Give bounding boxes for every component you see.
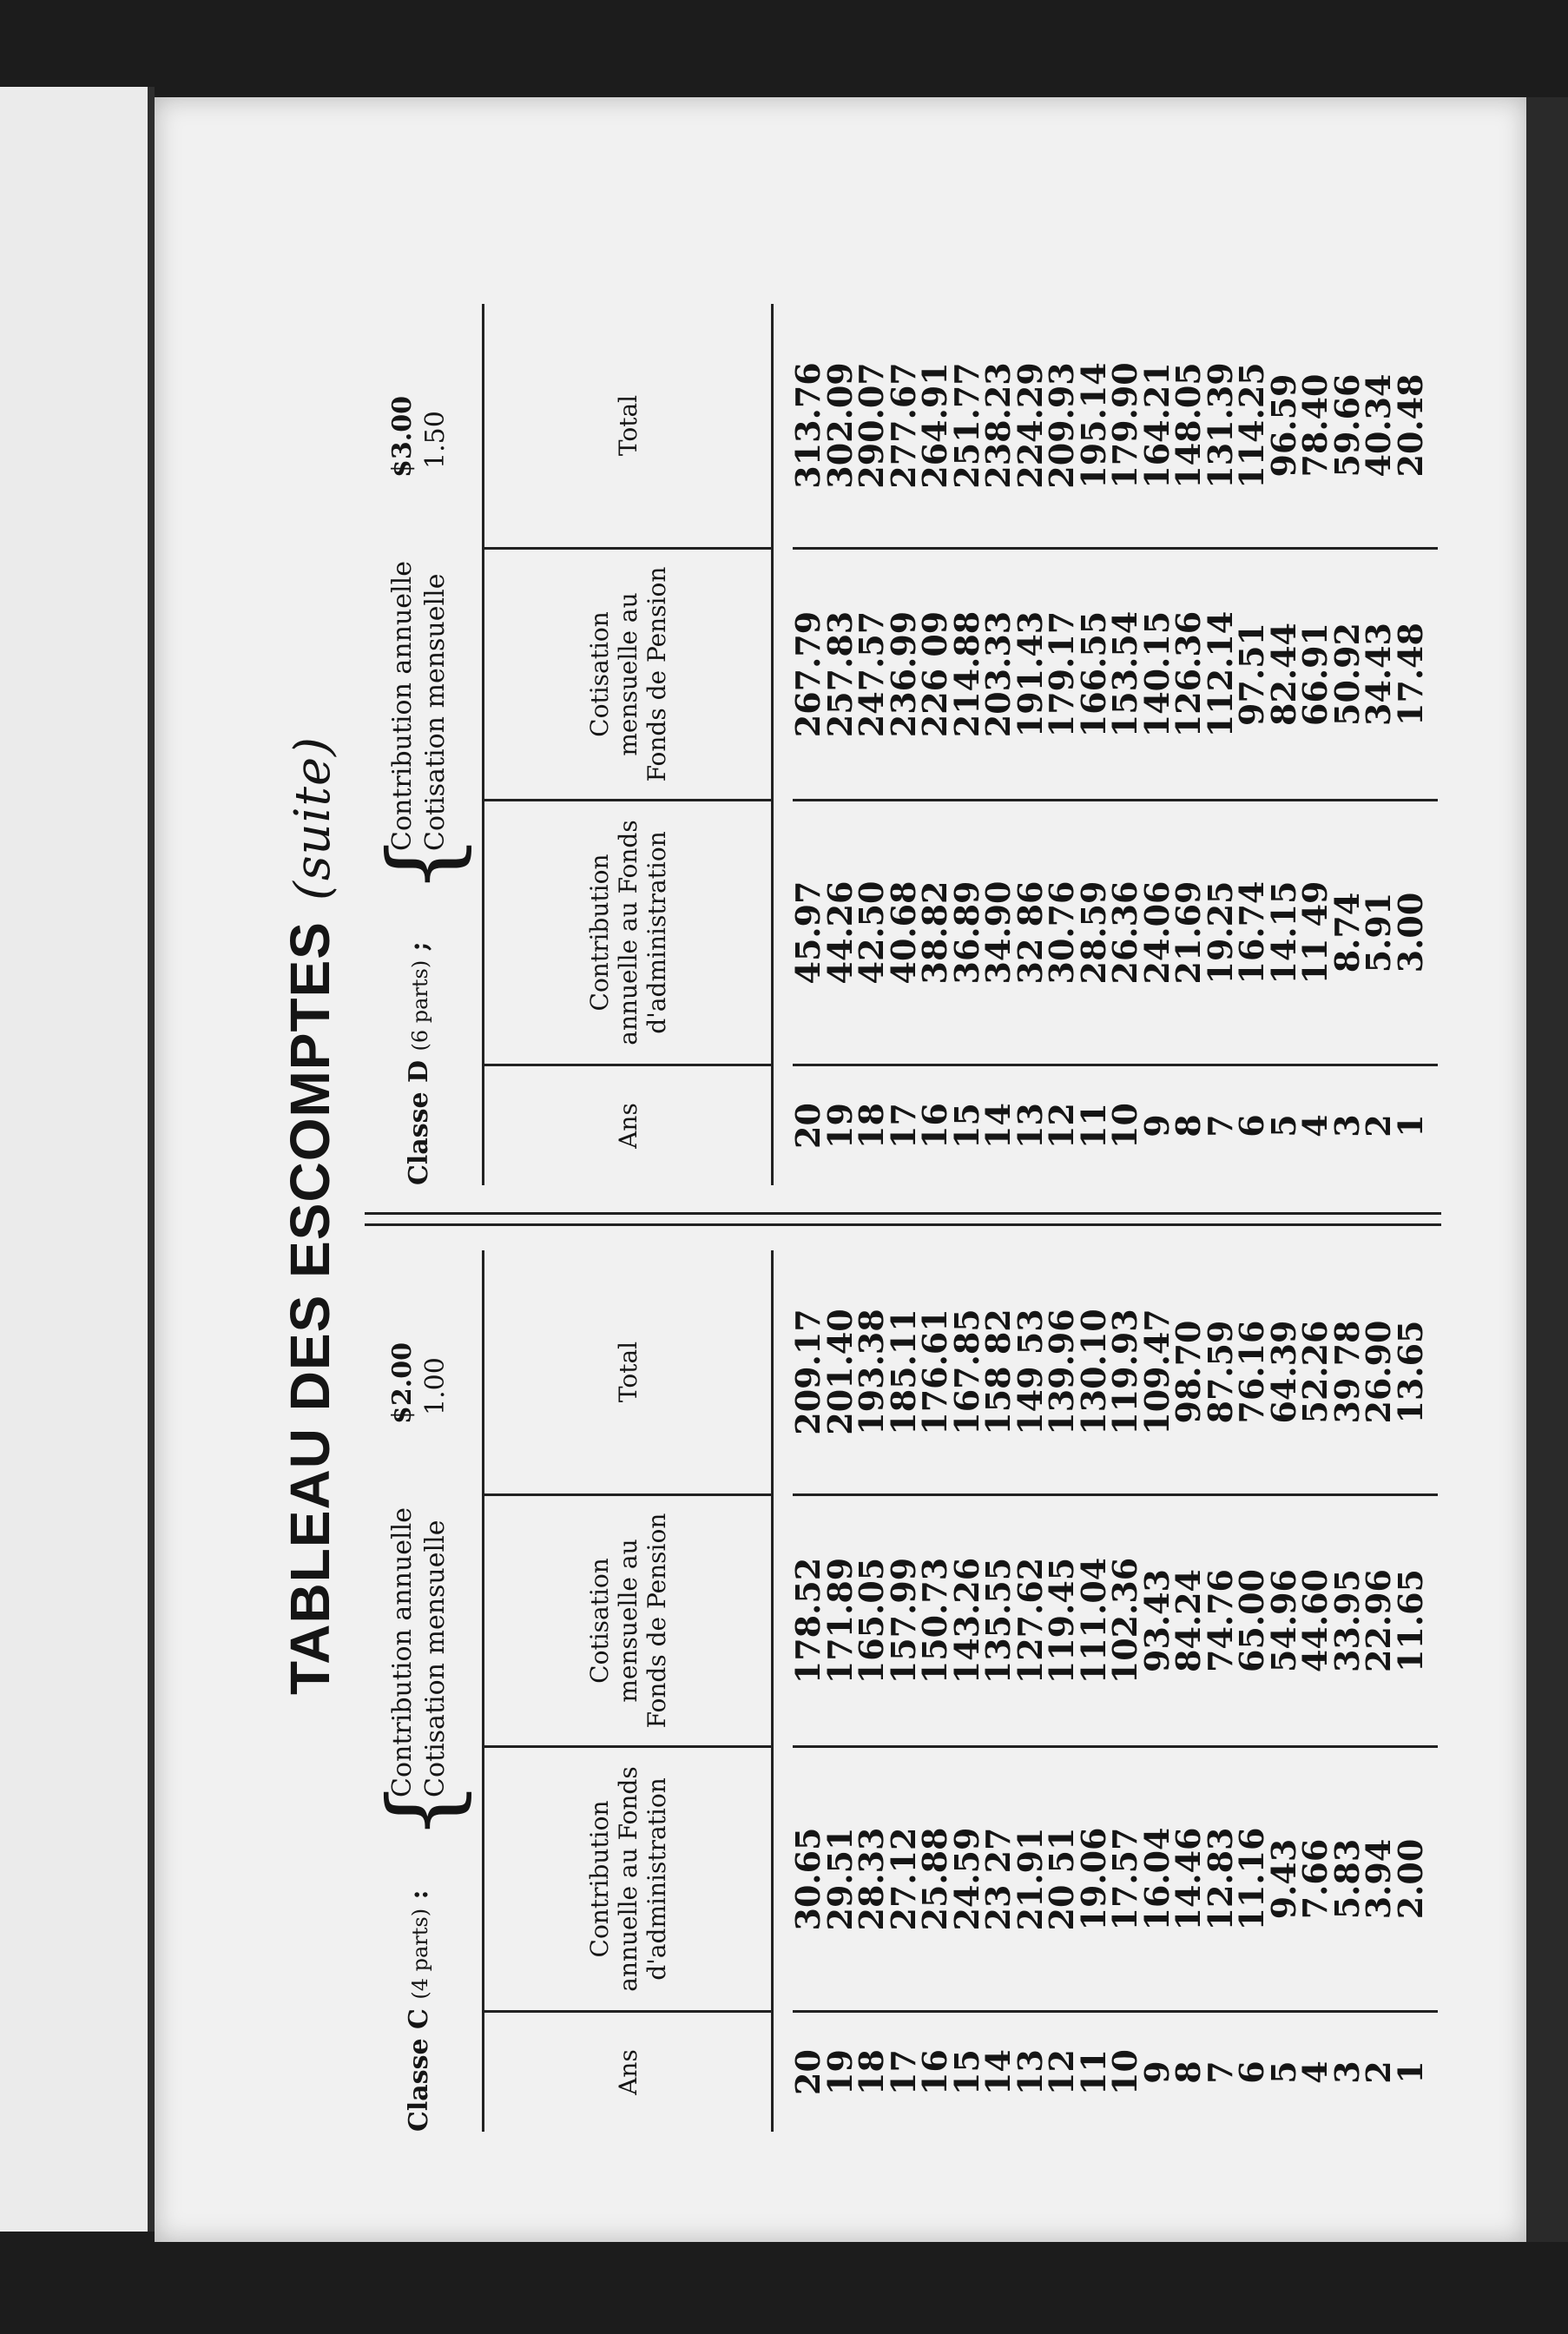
table-cell: 3 xyxy=(1327,1114,1367,1137)
column-header-total: Total xyxy=(613,1341,642,1403)
table-cell: 131.39 xyxy=(1200,362,1240,489)
column-ans xyxy=(788,2010,1438,2132)
table-cell: 3.00 xyxy=(1390,892,1430,973)
left-book-page xyxy=(0,87,155,2232)
brace-icon: { xyxy=(367,834,478,894)
table-cell: 12 xyxy=(1042,1103,1081,1149)
table-cell: 130.10 xyxy=(1073,1309,1113,1435)
table-cell: 290.07 xyxy=(852,362,891,489)
table-cell: 195.14 xyxy=(1073,362,1113,489)
table-cell: 165.05 xyxy=(852,1557,891,1685)
table-cell: 8 xyxy=(1169,2060,1208,2084)
column-total xyxy=(788,304,1438,547)
table-cell: 21.69 xyxy=(1169,880,1208,985)
table-cell: 5.91 xyxy=(1359,892,1398,973)
table-cell: 11.65 xyxy=(1390,1569,1430,1672)
table-cell: 44.26 xyxy=(820,880,860,985)
table-cell: 140.15 xyxy=(1136,610,1176,738)
table-cell: 26.36 xyxy=(1105,880,1144,985)
table-cell: 14.46 xyxy=(1169,1827,1208,1931)
table-cell: 158 82 xyxy=(978,1309,1018,1435)
table-cell: 5.83 xyxy=(1327,1838,1367,1920)
table-cell: 1 xyxy=(1390,1114,1430,1137)
contribution-rates xyxy=(386,1342,452,1797)
contrib-line-annual: Contribution annuelle xyxy=(387,1507,418,1797)
table-cell: 135.55 xyxy=(978,1557,1018,1685)
table-cell: 13.65 xyxy=(1390,1320,1430,1424)
table-cell: 4 xyxy=(1295,1114,1334,1137)
table-cell: 20 xyxy=(788,1103,827,1149)
table-cell: 29.51 xyxy=(820,1827,860,1931)
table-cell: 18 xyxy=(852,2049,891,2095)
page-title xyxy=(269,291,352,2140)
table-cell: 19 xyxy=(820,2049,860,2095)
table-cell: 11.16 xyxy=(1232,1827,1271,1931)
table-cell: 8 xyxy=(1169,1114,1208,1137)
table-cell: 247.57 xyxy=(852,610,891,738)
table-cell: 74.76 xyxy=(1200,1569,1240,1672)
table-cell: 16 xyxy=(915,2049,954,2095)
table-cell: 17 xyxy=(883,2049,923,2095)
column-ans xyxy=(788,1064,1438,1185)
column-header-contrib: Contribution annuelle au Fonds d'administration xyxy=(484,799,771,1064)
table-cell: 277.67 xyxy=(883,362,923,489)
table-cell: 78.40 xyxy=(1295,373,1334,478)
table-cell: 64.39 xyxy=(1263,1320,1303,1424)
table-cell: 9 xyxy=(1136,2060,1176,2084)
contrib-line-annual: Contribution annuelle xyxy=(387,561,418,851)
class-header xyxy=(369,304,484,1185)
table-cell: 28.59 xyxy=(1073,880,1113,985)
table-cell: 257.83 xyxy=(820,610,860,738)
table-cell: 12 xyxy=(1042,2049,1081,2095)
table-cell: 148.05 xyxy=(1169,362,1208,489)
table-cell: 209.17 xyxy=(788,1309,827,1435)
rotated-table-block xyxy=(269,291,1450,2140)
table-cell: 6 xyxy=(1232,1114,1271,1137)
column-headers xyxy=(484,1250,774,2132)
table-cell: 236.99 xyxy=(883,610,923,738)
column-cotis xyxy=(788,1493,1438,1745)
table-cell: 109.47 xyxy=(1136,1309,1176,1435)
table-cell: 14 xyxy=(978,2049,1018,2095)
table-cell: 201.40 xyxy=(820,1309,860,1435)
column-header-total: Total xyxy=(613,394,642,457)
table-cell: 127.62 xyxy=(1010,1557,1050,1685)
table-cell: 267.79 xyxy=(788,610,827,738)
table-cell: 5 xyxy=(1263,2060,1303,2084)
column-headers xyxy=(484,304,774,1185)
table-cell: 84.24 xyxy=(1169,1569,1208,1672)
table-cell: 139.96 xyxy=(1042,1309,1081,1435)
table-cell: 157.99 xyxy=(883,1557,923,1685)
table-cell: 93.43 xyxy=(1136,1569,1176,1672)
table-cell: 39 78 xyxy=(1327,1320,1367,1424)
table-cell: 22.96 xyxy=(1359,1569,1398,1672)
table-cell: 87.59 xyxy=(1200,1320,1240,1424)
table-cell: 6 xyxy=(1232,2060,1271,2084)
table-cell: 10 xyxy=(1105,1103,1144,1149)
column-header-cotis: Cotisation mensuelle au Fonds de Pension xyxy=(484,1493,771,1745)
table-cell: 4 xyxy=(1295,2060,1334,2084)
class-separator: ; xyxy=(404,941,434,952)
table-cell: 203.33 xyxy=(978,610,1018,738)
table-cell: 16 xyxy=(915,1103,954,1149)
table-cell: 176.61 xyxy=(915,1309,954,1435)
table-cell: 40.34 xyxy=(1359,373,1398,478)
table-cell: 149 53 xyxy=(1010,1309,1050,1435)
table-cell: 34.90 xyxy=(978,880,1018,985)
table-cell: 2 xyxy=(1359,1114,1398,1137)
table-cell: 34.43 xyxy=(1359,623,1398,726)
table-cell: 16.04 xyxy=(1136,1827,1176,1931)
table-cell: 15 xyxy=(946,1103,986,1149)
contribution-rates xyxy=(386,396,452,851)
table-cell: 16.74 xyxy=(1232,880,1271,985)
table-cell: 179.90 xyxy=(1105,362,1144,489)
table-cell: 164.21 xyxy=(1136,362,1176,489)
table-cell: 2 xyxy=(1359,2060,1398,2084)
table-cell: 11 xyxy=(1073,2049,1113,2095)
table-cell: 82.44 xyxy=(1263,623,1303,726)
class-d-table xyxy=(369,304,1433,1185)
brace-icon: { xyxy=(367,1780,478,1841)
table-cell: 59.66 xyxy=(1327,373,1367,478)
class-parts: (6 parts) xyxy=(408,959,432,1052)
table-cell: 7 xyxy=(1200,1114,1240,1137)
table-cell: 24.06 xyxy=(1136,880,1176,985)
table-cell: 18 xyxy=(852,1103,891,1149)
table-cell: 14 xyxy=(978,1103,1018,1149)
table-cell: 13 xyxy=(1010,1103,1050,1149)
table-cell: 313.76 xyxy=(788,362,827,489)
table-cell: 36.89 xyxy=(946,880,986,985)
class-c-table xyxy=(369,1250,1433,2132)
column-cotis xyxy=(788,547,1438,799)
class-label xyxy=(404,1889,434,2132)
table-cell: 9 xyxy=(1136,1114,1176,1137)
table-cell: 96.59 xyxy=(1263,373,1303,478)
contrib-line-monthly: Cotisation mensuelle xyxy=(420,573,451,851)
table-cell: 20 51 xyxy=(1042,1827,1081,1931)
table-cell: 11 xyxy=(1073,1103,1113,1149)
table-cell: 3 xyxy=(1327,2060,1367,2084)
column-contrib xyxy=(788,1745,1438,2010)
table-cell: 20 xyxy=(788,2049,827,2095)
class-name: Classe D xyxy=(404,1059,434,1185)
table-cell: 14.15 xyxy=(1263,880,1303,985)
column-contrib xyxy=(788,799,1438,1064)
table-cell: 42.50 xyxy=(852,880,891,985)
table-cell: 150.73 xyxy=(915,1557,954,1685)
table-cell: 119.93 xyxy=(1105,1309,1144,1435)
table-cell: 38.82 xyxy=(915,880,954,985)
table-cell: 191.43 xyxy=(1010,610,1050,738)
table-cell: 3.94 xyxy=(1359,1838,1398,1920)
column-header-ans: Ans xyxy=(484,1064,771,1185)
table-cell: 24.59 xyxy=(946,1827,986,1931)
table-cell: 10 xyxy=(1105,2049,1144,2095)
table-cell: 153.54 xyxy=(1105,610,1144,738)
table-cell: 167.85 xyxy=(946,1309,986,1435)
table-cell: 1 xyxy=(1390,2060,1430,2084)
table-cell: 251.77 xyxy=(946,362,986,489)
contrib-amount-annual: $2.00 xyxy=(387,1342,418,1424)
table-cell: 13 xyxy=(1010,2049,1050,2095)
table-cell: 5 xyxy=(1263,1114,1303,1137)
table-cell: 52.26 xyxy=(1295,1320,1334,1424)
table-cell: 19.25 xyxy=(1200,880,1240,985)
table-cell: 9.43 xyxy=(1263,1838,1303,1920)
column-header-ans: Ans xyxy=(484,2010,771,2132)
table-cell: 102.36 xyxy=(1105,1557,1144,1685)
table-cell: 224.29 xyxy=(1010,362,1050,489)
table-cell: 114.25 xyxy=(1232,362,1271,489)
table-cell: 76.16 xyxy=(1232,1320,1271,1424)
table-cell: 166.55 xyxy=(1073,610,1113,738)
page-edge-shadow xyxy=(1526,97,1568,2242)
class-label xyxy=(404,941,434,1185)
class-name: Classe C xyxy=(404,2008,434,2132)
table-cell: 30.65 xyxy=(788,1827,827,1931)
table-cell: 50.92 xyxy=(1327,623,1367,726)
table-cell: 20.48 xyxy=(1390,373,1430,478)
table-body xyxy=(774,1250,1438,2132)
table-cell: 54.96 xyxy=(1263,1569,1303,1672)
table-cell: 97.51 xyxy=(1232,623,1271,726)
class-parts: (4 parts) xyxy=(408,1908,432,2000)
table-cell: 21.91 xyxy=(1010,1827,1050,1931)
table-cell: 44.60 xyxy=(1295,1569,1334,1672)
table-cell: 28.33 xyxy=(852,1827,891,1931)
table-cell: 7.66 xyxy=(1295,1838,1334,1920)
table-cell: 65.00 xyxy=(1232,1569,1271,1672)
table-cell: 25.88 xyxy=(915,1827,954,1931)
table-cell: 264.91 xyxy=(915,362,954,489)
column-header-contrib: Contribution annuelle au Fonds d'administration xyxy=(484,1745,771,2010)
table-cell: 17.57 xyxy=(1105,1827,1144,1931)
title-suffix: (suite) xyxy=(285,735,341,901)
table-cell: 185.11 xyxy=(883,1309,923,1435)
table-cell: 119.45 xyxy=(1042,1557,1081,1685)
table-cell: 302.09 xyxy=(820,362,860,489)
table-cell: 33.95 xyxy=(1327,1569,1367,1672)
table-cell: 19 xyxy=(820,1103,860,1149)
table-cell: 23 27 xyxy=(978,1827,1018,1931)
class-header xyxy=(369,1250,484,2132)
table-cell: 15 xyxy=(946,2049,986,2095)
table-body xyxy=(774,304,1438,1185)
title-text: TABLEAU DES ESCOMPTES xyxy=(279,921,341,1696)
table-cell: 11 49 xyxy=(1295,880,1334,985)
column-header-cotis: Cotisation mensuelle au Fonds de Pension xyxy=(484,547,771,799)
column-total xyxy=(788,1250,1438,1493)
table-cell: 98.70 xyxy=(1169,1320,1208,1424)
table-cell: 40.68 xyxy=(883,880,923,985)
contrib-amount-monthly: 1.00 xyxy=(420,1357,451,1415)
table-cell: 193.38 xyxy=(852,1309,891,1435)
table-cell: 238.23 xyxy=(978,362,1018,489)
table-cell: 19.06 xyxy=(1073,1827,1113,1931)
table-cell: 126.36 xyxy=(1169,610,1208,738)
table-cell: 226 09 xyxy=(915,610,954,738)
table-cell: 178.52 xyxy=(788,1557,827,1685)
contrib-amount-annual: $3.00 xyxy=(387,396,418,478)
table-cell: 209.93 xyxy=(1042,362,1081,489)
table-cell: 17 xyxy=(883,1103,923,1149)
table-cell: 7 xyxy=(1200,2060,1240,2084)
table-cell: 112.14 xyxy=(1200,610,1240,738)
contrib-line-monthly: Cotisation mensuelle xyxy=(420,1520,451,1797)
table-cell: 12.83 xyxy=(1200,1827,1240,1931)
table-cell: 27.12 xyxy=(883,1827,923,1931)
table-cell: 30.76 xyxy=(1042,880,1081,985)
table-cell: 26.90 xyxy=(1359,1320,1398,1424)
table-cell: 143.26 xyxy=(946,1557,986,1685)
table-cell: 171.89 xyxy=(820,1557,860,1685)
table-cell: 8.74 xyxy=(1327,892,1367,973)
table-cell: 45.97 xyxy=(788,880,827,985)
contrib-amount-monthly: 1.50 xyxy=(420,411,451,469)
table-cell: 32 86 xyxy=(1010,880,1050,985)
table-cell: 17.48 xyxy=(1390,623,1430,726)
class-divider-double-rule xyxy=(365,1212,1441,1226)
table-cell: 66.91 xyxy=(1295,623,1334,726)
table-cell: 214.88 xyxy=(946,610,986,738)
class-separator: : xyxy=(404,1889,434,1900)
table-cell: 2.00 xyxy=(1390,1838,1430,1920)
table-cell: 111.04 xyxy=(1073,1557,1113,1685)
table-cell: 179.17 xyxy=(1042,610,1081,738)
